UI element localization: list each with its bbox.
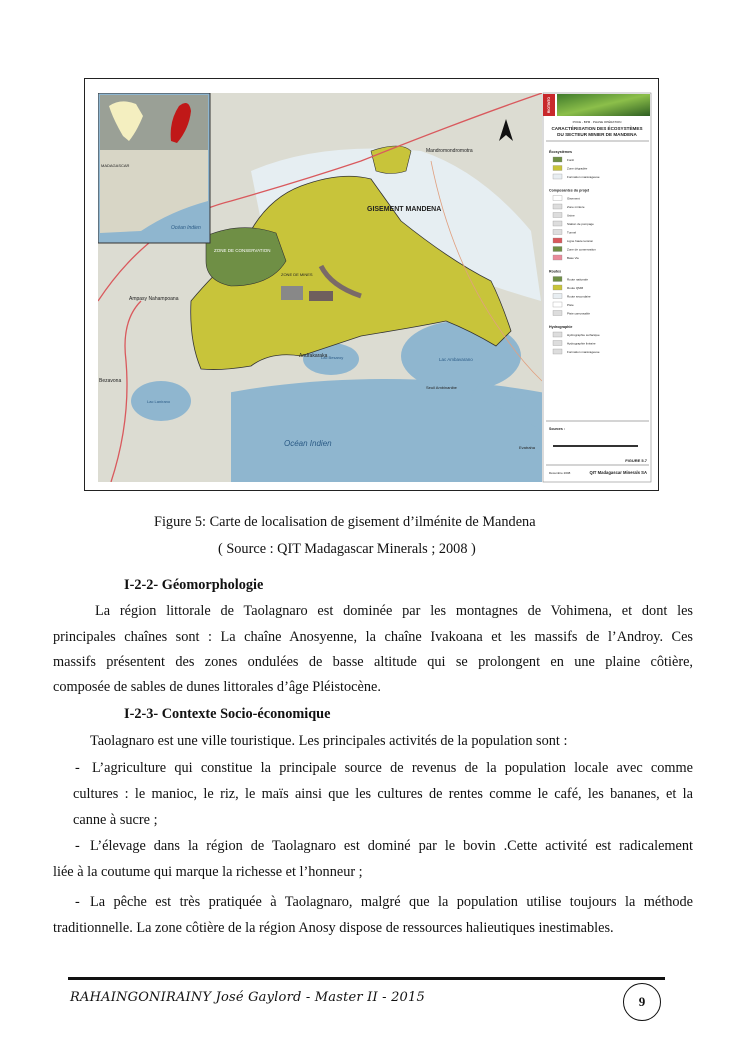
figure-source: ( Source : QIT Madagascar Minerals ; 2008 )	[218, 541, 476, 557]
legend-section-title: Écosystèmes	[549, 150, 572, 154]
geomorph-line: La région littorale de Taolagnaro est dominée par les montagnes de Vohimena, et dont les	[95, 603, 693, 619]
legend-title-2: DU SECTEUR MINIER DE MANDENA	[557, 132, 637, 137]
legend-section-title: Routes	[549, 269, 562, 274]
label-conservation: ZONE DE CONSERVATION	[214, 248, 271, 253]
legend-swatch	[553, 349, 562, 354]
scale-bar	[553, 445, 638, 447]
label-town-ne: Mandromondromotra	[426, 148, 473, 154]
label-andrakaraka: Andrakaraka	[299, 353, 328, 359]
legend-item: Formation marécageuse	[567, 175, 600, 179]
legend-item: Usine	[567, 213, 575, 218]
label-bezavona: Bezavona	[99, 378, 122, 384]
legend-section-title: Hydrographie	[549, 325, 573, 329]
bullet-line: canne à sucre ;	[73, 812, 158, 828]
bullet-dash: -	[75, 760, 80, 776]
legend-swatch	[553, 166, 562, 171]
legend-item: Hydrographie surfacique	[567, 333, 600, 337]
legend-banner	[557, 94, 650, 116]
legend-figure-label: FIGURE 5.7	[625, 458, 647, 463]
legend-item: Zone minière	[567, 205, 585, 209]
legend-item: Formation marécageuse	[567, 350, 600, 354]
legend-swatch	[553, 332, 562, 337]
label-deposit: GISEMENT MANDENA	[367, 206, 442, 213]
brand-logo-text: RIOTINTO	[546, 96, 551, 114]
legend-swatch	[553, 311, 562, 316]
figure-caption: Figure 5: Carte de localisation de gisement d’ilménite de Mandena	[154, 514, 536, 530]
legend-swatch	[553, 255, 562, 260]
bullet-line: cultures : le manioc, le riz, le maïs ainsi que les cultures de rentes comme le café, les bananes, et la	[73, 786, 693, 802]
label-lac-ambavarano: Lac Ambavarano	[439, 357, 473, 362]
legend-item: Route QMM	[567, 286, 584, 290]
heading-socio-economique: I-2-3- Contexte Socio-économique	[124, 706, 331, 722]
bullet-line: traditionnelle. La zone côtière de la région Anosy dispose de ressources halieutiques inestimables.	[53, 920, 614, 936]
legend-item: Tunnel	[567, 230, 577, 235]
page-number: 9	[623, 983, 661, 1021]
legend-section-title: Composantes du projet	[549, 188, 590, 193]
map-image	[85, 79, 660, 492]
legend-item: Route nationale	[567, 277, 589, 282]
legend-swatch	[553, 204, 562, 209]
legend-title-1: CARACTÉRISATION DES ÉCOSYSTÈMES	[551, 126, 643, 131]
legend-item: Zone dégradée	[567, 166, 588, 171]
legend-item: Base Vie	[567, 256, 579, 260]
legend-swatch	[553, 247, 562, 252]
geomorph-line: massifs présentent des zones ondulées de basse altitude qui se prolongent en une plaine côtière,	[53, 654, 693, 670]
bullet-dash: -	[75, 838, 80, 854]
legend-swatch	[553, 174, 562, 179]
legend-item: Piste	[567, 303, 574, 307]
inset-label-ocean: Océan Indien	[171, 225, 201, 231]
map-figure	[84, 78, 659, 491]
label-seuil: Seuil Ambinanibe	[426, 385, 457, 390]
bullet-line: La pêche est très pratiquée à Taolagnaro, malgré que la population utilise toujours la méthode	[90, 894, 693, 910]
label-ampasy: Ampasy Nahampoana	[129, 296, 179, 302]
socio-intro: Taolagnaro est une ville touristique. Les principales activités de la population sont :	[90, 733, 568, 749]
legend-date: Décembre 2008	[549, 471, 571, 475]
label-lac-lanirano: Lac Lanirano	[147, 399, 171, 404]
label-ocean: Océan Indien	[284, 439, 332, 448]
geomorph-line: composée de sables de dunes littorales d’âge Pléistocène.	[53, 679, 381, 695]
legend-swatch	[553, 302, 562, 307]
legend-swatch	[553, 277, 562, 282]
legend-item: Forêt	[567, 158, 575, 162]
bullet-dash: -	[75, 894, 80, 910]
legend-item: Station de pompage	[567, 222, 594, 226]
label-lac-besaroy: Lac Besaroy	[321, 355, 344, 360]
bullet-line: liée à la coutume qui marque la richesse et l’honneur ;	[53, 864, 363, 880]
legend-swatch	[553, 341, 562, 346]
legend-item: Hydrographie linéaire	[567, 341, 596, 346]
legend-swatch	[553, 238, 562, 243]
label-mine-zone: ZONE DE MINES	[281, 272, 313, 277]
legend-item: Piste carrossable	[567, 311, 591, 316]
legend-subtitle: POCE - BPM · PHASE OPÉRATION	[572, 120, 622, 124]
legend-swatch	[553, 285, 562, 290]
legend-item: Gisement	[567, 196, 580, 201]
legend-swatch	[553, 196, 562, 201]
bullet-line: L’élevage dans la région de Taolagnaro est dominé par le bovin .Cette activité est radicalement	[90, 838, 693, 854]
legend-sources: Sources :	[549, 427, 565, 431]
legend-item: Route secondaire	[567, 294, 591, 299]
legend-item: Zone de conservation	[567, 247, 596, 252]
bullet-line: L’agriculture qui constitue la principale source de revenus de la population locale avec comme	[92, 760, 693, 776]
inset-label-country: MADAGASCAR	[101, 163, 130, 168]
legend-swatch	[553, 213, 562, 218]
legend-swatch	[553, 157, 562, 162]
legend-swatch	[553, 230, 562, 235]
label-evatraha: Evatraha	[519, 445, 536, 450]
geomorph-line: principales chaînes sont : La chaîne Anosyenne, la chaîne Ivakoana et les massifs de l’Androy. Ces	[53, 629, 693, 645]
footer-rule	[68, 977, 665, 980]
legend-company: QIT Madagascar Minerals SA	[589, 470, 647, 475]
legend-swatch	[553, 221, 562, 226]
heading-geomorphologie: I-2-2- Géomorphologie	[124, 577, 264, 593]
footer-author: RAHAINGONIRAINY José Gaylord - Master II - 2015	[70, 990, 425, 1005]
legend-swatch	[553, 294, 562, 299]
legend-item: Ligne haute tension	[567, 239, 594, 243]
